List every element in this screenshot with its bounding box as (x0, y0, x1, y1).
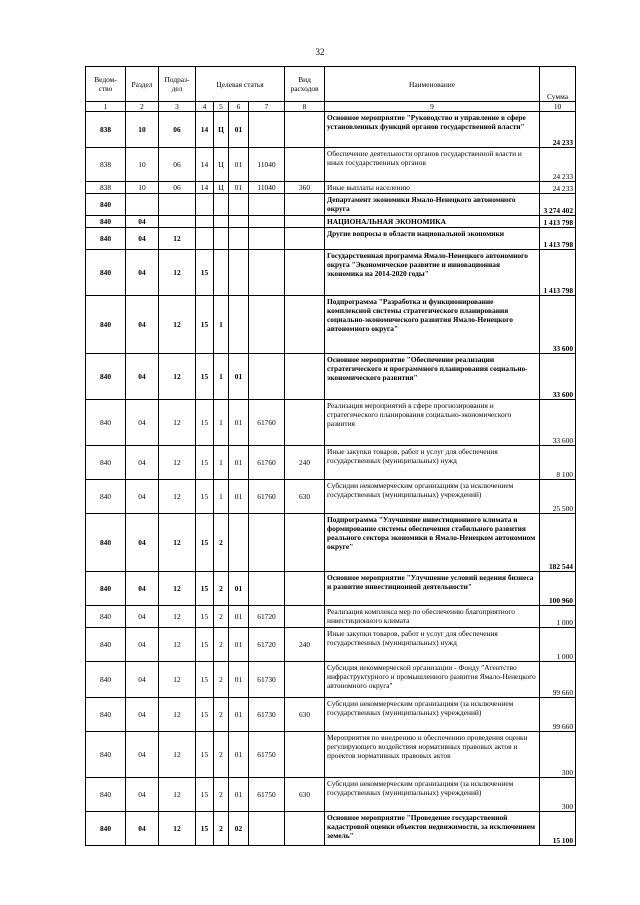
cell-direction: 11040 (249, 182, 285, 194)
table-row (86, 112, 576, 148)
cell-summa: 300 (540, 778, 576, 812)
cell-direction (249, 296, 285, 354)
column-number: 6 (229, 102, 249, 112)
cell-naimenovanie: Основное мероприятие "Проведение государственной кадастровой оценки объектов недвижимости, за исключением земель" (325, 812, 540, 846)
cell-direction: 61760 (249, 480, 285, 514)
cell-naimenovanie: Обеспечение деятельности органов государственной власти и иных государственных органов (325, 148, 540, 182)
cell-vid-rashodov: 360 (285, 182, 325, 194)
table-row (86, 216, 576, 228)
cell-summa: 1 413 798 (540, 216, 576, 228)
header-vid-rashodov: Вид расходов (285, 67, 325, 102)
cell-program: 15 (196, 778, 214, 812)
cell-program: 15 (196, 446, 214, 480)
table-row (86, 446, 576, 480)
cell-vedomstvo: 840 (86, 698, 126, 732)
column-number: 2 (126, 102, 159, 112)
cell-direction (249, 216, 285, 228)
cell-vid-rashodov: 630 (285, 778, 325, 812)
cell-direction (249, 572, 285, 606)
cell-vid-rashodov (285, 354, 325, 400)
header-podrazdel: Подраз-дел (159, 67, 196, 102)
cell-program: 15 (196, 628, 214, 662)
cell-program: 14 (196, 112, 214, 148)
cell-vid-rashodov (285, 296, 325, 354)
cell-vid-rashodov: 240 (285, 628, 325, 662)
cell-vedomstvo: 840 (86, 514, 126, 572)
cell-vedomstvo: 840 (86, 194, 126, 216)
cell-vid-rashodov (285, 250, 325, 296)
header-naimenovanie: Наименование (325, 67, 540, 102)
cell-naimenovanie: Иные закупки товаров, работ и услуг для обеспечения государственных (муниципальных) нужд (325, 628, 540, 662)
cell-summa: 1 413 798 (540, 228, 576, 250)
cell-program: 14 (196, 182, 214, 194)
cell-direction: 61760 (249, 446, 285, 480)
cell-program: 15 (196, 662, 214, 698)
cell-naimenovanie: Подпрограмма "Разработка и функционирование комплексной системы стратегического планирования социально-экономического развития Ямало-Ненецкого автономного округа" (325, 296, 540, 354)
cell-vedomstvo: 838 (86, 182, 126, 194)
cell-event (229, 250, 249, 296)
cell-naimenovanie: НАЦИОНАЛЬНАЯ ЭКОНОМИКА (325, 216, 540, 228)
cell-podrazdel: 06 (159, 148, 196, 182)
cell-program: 15 (196, 400, 214, 446)
cell-subprogram: 2 (214, 606, 229, 628)
cell-naimenovanie: Основное мероприятие "Обеспечение реализации стратегического и программного планирования социально-экономического развития" (325, 354, 540, 400)
cell-razdel: 04 (126, 354, 159, 400)
cell-event: 01 (229, 112, 249, 148)
table-row (86, 400, 576, 446)
cell-vedomstvo: 840 (86, 446, 126, 480)
cell-subprogram: 2 (214, 732, 229, 778)
cell-vedomstvo: 840 (86, 662, 126, 698)
cell-direction: 61730 (249, 698, 285, 732)
cell-podrazdel (159, 194, 196, 216)
cell-vedomstvo: 840 (86, 228, 126, 250)
column-number-row (86, 102, 576, 112)
column-number: 4 (196, 102, 214, 112)
cell-subprogram (214, 216, 229, 228)
cell-summa: 33 600 (540, 296, 576, 354)
cell-direction: 11040 (249, 148, 285, 182)
cell-naimenovanie: Реализация комплекса мер по обеспечению благоприятного инвестиционного климата (325, 606, 540, 628)
cell-naimenovanie: Основное мероприятие "Улучшение условий ведения бизнеса и развитие инвестиционной деятельности" (325, 572, 540, 606)
cell-naimenovanie: Субсидии некоммерческим организациям (за исключением государственных (муниципальных) учреждений) (325, 480, 540, 514)
cell-program: 15 (196, 812, 214, 846)
table-row (86, 480, 576, 514)
cell-vid-rashodov: 630 (285, 698, 325, 732)
cell-podrazdel: 12 (159, 400, 196, 446)
cell-summa: 3 274 402 (540, 194, 576, 216)
table-row (86, 732, 576, 778)
cell-event: 01 (229, 400, 249, 446)
table-row (86, 250, 576, 296)
cell-vedomstvo: 840 (86, 628, 126, 662)
cell-event (229, 216, 249, 228)
table-row (86, 296, 576, 354)
cell-direction: 61720 (249, 628, 285, 662)
cell-vid-rashodov (285, 572, 325, 606)
cell-event (229, 194, 249, 216)
cell-naimenovanie: Субсидии некоммерческим организациям (за исключением государственных (муниципальных) учреждений) (325, 778, 540, 812)
cell-event: 01 (229, 148, 249, 182)
cell-event: 01 (229, 628, 249, 662)
table-row (86, 662, 576, 698)
cell-podrazdel: 12 (159, 628, 196, 662)
cell-vid-rashodov (285, 194, 325, 216)
cell-direction: 61720 (249, 606, 285, 628)
cell-subprogram: Ц (214, 148, 229, 182)
cell-naimenovanie: Иные выплаты населению (325, 182, 540, 194)
table-row (86, 572, 576, 606)
cell-program: 15 (196, 514, 214, 572)
cell-podrazdel: 12 (159, 228, 196, 250)
cell-event: 01 (229, 354, 249, 400)
table-row (86, 182, 576, 194)
cell-subprogram (214, 250, 229, 296)
cell-program: 15 (196, 480, 214, 514)
cell-event: 01 (229, 698, 249, 732)
cell-vedomstvo: 838 (86, 112, 126, 148)
cell-subprogram: Ц (214, 182, 229, 194)
cell-podrazdel: 12 (159, 446, 196, 480)
cell-subprogram: 2 (214, 628, 229, 662)
cell-naimenovanie: Основное мероприятие "Руководство и управление в сфере установленных функций органов государственной власти" (325, 112, 540, 148)
cell-vedomstvo: 840 (86, 480, 126, 514)
cell-podrazdel: 12 (159, 662, 196, 698)
cell-razdel: 04 (126, 732, 159, 778)
table-row (86, 354, 576, 400)
cell-podrazdel: 12 (159, 354, 196, 400)
cell-podrazdel: 12 (159, 296, 196, 354)
table-row (86, 606, 576, 628)
cell-naimenovanie: Государственная программа Ямало-Ненецкого автономного округа "Экономическое развитие и инновационная экономика на 2014-2020 годы" (325, 250, 540, 296)
header-razdel: Раздел (126, 67, 159, 102)
table-row (86, 628, 576, 662)
cell-subprogram: 1 (214, 446, 229, 480)
cell-event: 01 (229, 606, 249, 628)
cell-summa: 24 233 (540, 148, 576, 182)
cell-summa: 25 500 (540, 480, 576, 514)
cell-subprogram: 1 (214, 354, 229, 400)
cell-subprogram: 1 (214, 296, 229, 354)
cell-direction: 61730 (249, 662, 285, 698)
cell-event: 01 (229, 662, 249, 698)
cell-summa: 300 (540, 732, 576, 778)
cell-program: 14 (196, 148, 214, 182)
cell-vedomstvo: 840 (86, 572, 126, 606)
cell-podrazdel: 12 (159, 606, 196, 628)
cell-event (229, 296, 249, 354)
cell-vedomstvo: 840 (86, 250, 126, 296)
cell-subprogram: Ц (214, 112, 229, 148)
cell-vedomstvo: 840 (86, 296, 126, 354)
cell-razdel: 04 (126, 662, 159, 698)
cell-naimenovanie: Субсидии некоммерческим организациям (за исключением государственных (муниципальных) учреждений) (325, 698, 540, 732)
cell-summa: 8 100 (540, 446, 576, 480)
cell-summa: 100 960 (540, 572, 576, 606)
column-number: 7 (249, 102, 285, 112)
cell-naimenovanie: Иные закупки товаров, работ и услуг для обеспечения государственных (муниципальных) нужд (325, 446, 540, 480)
cell-subprogram: 1 (214, 400, 229, 446)
cell-razdel: 04 (126, 514, 159, 572)
cell-razdel: 04 (126, 812, 159, 846)
cell-summa: 1 413 798 (540, 250, 576, 296)
cell-summa: 1 000 (540, 628, 576, 662)
cell-vid-rashodov (285, 148, 325, 182)
cell-event: 01 (229, 572, 249, 606)
cell-podrazdel: 12 (159, 698, 196, 732)
cell-summa: 33 600 (540, 400, 576, 446)
cell-program (196, 194, 214, 216)
cell-program (196, 216, 214, 228)
cell-podrazdel: 12 (159, 572, 196, 606)
cell-razdel: 10 (126, 182, 159, 194)
table-row (86, 698, 576, 732)
table-row (86, 194, 576, 216)
cell-event: 01 (229, 182, 249, 194)
cell-razdel: 04 (126, 216, 159, 228)
table-row (86, 228, 576, 250)
cell-event: 02 (229, 812, 249, 846)
cell-program: 15 (196, 250, 214, 296)
cell-subprogram: 2 (214, 778, 229, 812)
cell-event (229, 228, 249, 250)
cell-program: 15 (196, 732, 214, 778)
column-number: 1 (86, 102, 126, 112)
cell-subprogram: 1 (214, 480, 229, 514)
cell-vid-rashodov (285, 112, 325, 148)
cell-razdel: 04 (126, 698, 159, 732)
cell-event: 01 (229, 480, 249, 514)
header-tselevaya-statya: Целевая статья (196, 67, 285, 102)
cell-razdel: 04 (126, 228, 159, 250)
cell-subprogram (214, 228, 229, 250)
cell-razdel: 04 (126, 446, 159, 480)
cell-razdel: 04 (126, 400, 159, 446)
cell-summa: 15 100 (540, 812, 576, 846)
cell-program: 15 (196, 698, 214, 732)
column-number: 5 (214, 102, 229, 112)
cell-program: 15 (196, 606, 214, 628)
column-number: 9 (325, 102, 540, 112)
cell-vedomstvo: 840 (86, 606, 126, 628)
cell-direction (249, 514, 285, 572)
cell-event (229, 514, 249, 572)
cell-vedomstvo: 840 (86, 354, 126, 400)
cell-vid-rashodov (285, 606, 325, 628)
cell-podrazdel: 06 (159, 182, 196, 194)
cell-summa: 182 544 (540, 514, 576, 572)
cell-vedomstvo: 840 (86, 400, 126, 446)
cell-summa: 99 660 (540, 662, 576, 698)
header-vedomstvo: Ведом-ство (86, 67, 126, 102)
cell-vedomstvo: 840 (86, 216, 126, 228)
cell-razdel: 10 (126, 148, 159, 182)
cell-vid-rashodov (285, 812, 325, 846)
cell-direction (249, 228, 285, 250)
cell-program: 15 (196, 296, 214, 354)
cell-podrazdel: 12 (159, 812, 196, 846)
column-number: 3 (159, 102, 196, 112)
cell-razdel: 10 (126, 112, 159, 148)
cell-razdel: 04 (126, 296, 159, 354)
column-number: 8 (285, 102, 325, 112)
cell-vedomstvo: 840 (86, 732, 126, 778)
cell-summa: 99 660 (540, 698, 576, 732)
cell-podrazdel: 12 (159, 778, 196, 812)
cell-razdel (126, 194, 159, 216)
header-summa: Сумма (540, 67, 576, 102)
cell-subprogram: 2 (214, 662, 229, 698)
cell-direction: 61760 (249, 400, 285, 446)
cell-vid-rashodov (285, 400, 325, 446)
cell-subprogram: 2 (214, 698, 229, 732)
cell-direction: 61750 (249, 778, 285, 812)
cell-podrazdel: 12 (159, 732, 196, 778)
table-row (86, 148, 576, 182)
cell-naimenovanie: Реализация мероприятий в сфере прогнозирования и стратегического планирования социально-экономического развития (325, 400, 540, 446)
cell-vid-rashodov (285, 514, 325, 572)
cell-razdel: 04 (126, 606, 159, 628)
cell-podrazdel: 12 (159, 480, 196, 514)
cell-podrazdel: 12 (159, 250, 196, 296)
cell-vid-rashodov (285, 228, 325, 250)
cell-podrazdel (159, 216, 196, 228)
cell-razdel: 04 (126, 572, 159, 606)
header-row (86, 67, 576, 102)
cell-naimenovanie: Субсидия некоммерческой организации - Фонду "Агентство инфраструктурного и промышленного развития Ямало-Ненецкого автономного округа" (325, 662, 540, 698)
cell-direction (249, 194, 285, 216)
cell-event: 01 (229, 446, 249, 480)
budget-table (85, 66, 576, 846)
table-row (86, 778, 576, 812)
cell-program: 15 (196, 572, 214, 606)
cell-vedomstvo: 840 (86, 778, 126, 812)
cell-program (196, 228, 214, 250)
cell-direction (249, 250, 285, 296)
cell-podrazdel: 06 (159, 112, 196, 148)
table-row (86, 514, 576, 572)
cell-direction (249, 812, 285, 846)
cell-razdel: 04 (126, 480, 159, 514)
cell-naimenovanie: Подпрограмма "Улучшение инвестиционного климата и формирование системы обеспечения стабильного развития реального сектора экономики в Ямало-Ненецком автономном округе" (325, 514, 540, 572)
cell-vid-rashodov (285, 216, 325, 228)
cell-vedomstvo: 838 (86, 148, 126, 182)
cell-program: 15 (196, 354, 214, 400)
cell-naimenovanie: Департамент экономики Ямало-Ненецкого автономного округа (325, 194, 540, 216)
cell-naimenovanie: Мероприятия по внедрению и обеспечению проведения оценки регулирующего воздействия нормативных правовых актов и проектов нормативных правовых актов (325, 732, 540, 778)
column-number: 10 (540, 102, 576, 112)
cell-naimenovanie: Другие вопросы в области национальной экономики (325, 228, 540, 250)
cell-podrazdel: 12 (159, 514, 196, 572)
cell-event: 01 (229, 732, 249, 778)
cell-summa: 24 233 (540, 182, 576, 194)
cell-razdel: 04 (126, 250, 159, 296)
cell-direction: 61750 (249, 732, 285, 778)
cell-subprogram: 2 (214, 812, 229, 846)
cell-summa: 1 000 (540, 606, 576, 628)
page-number: 32 (315, 47, 325, 57)
cell-subprogram (214, 194, 229, 216)
cell-vid-rashodov: 630 (285, 480, 325, 514)
cell-vid-rashodov (285, 662, 325, 698)
cell-razdel: 04 (126, 778, 159, 812)
cell-vid-rashodov (285, 732, 325, 778)
cell-summa: 24 233 (540, 112, 576, 148)
cell-direction (249, 354, 285, 400)
cell-summa: 33 600 (540, 354, 576, 400)
cell-event: 01 (229, 778, 249, 812)
cell-subprogram: 2 (214, 514, 229, 572)
cell-direction (249, 112, 285, 148)
cell-vedomstvo: 840 (86, 812, 126, 846)
cell-razdel: 04 (126, 628, 159, 662)
cell-subprogram: 2 (214, 572, 229, 606)
table-row (86, 812, 576, 846)
cell-vid-rashodov: 240 (285, 446, 325, 480)
